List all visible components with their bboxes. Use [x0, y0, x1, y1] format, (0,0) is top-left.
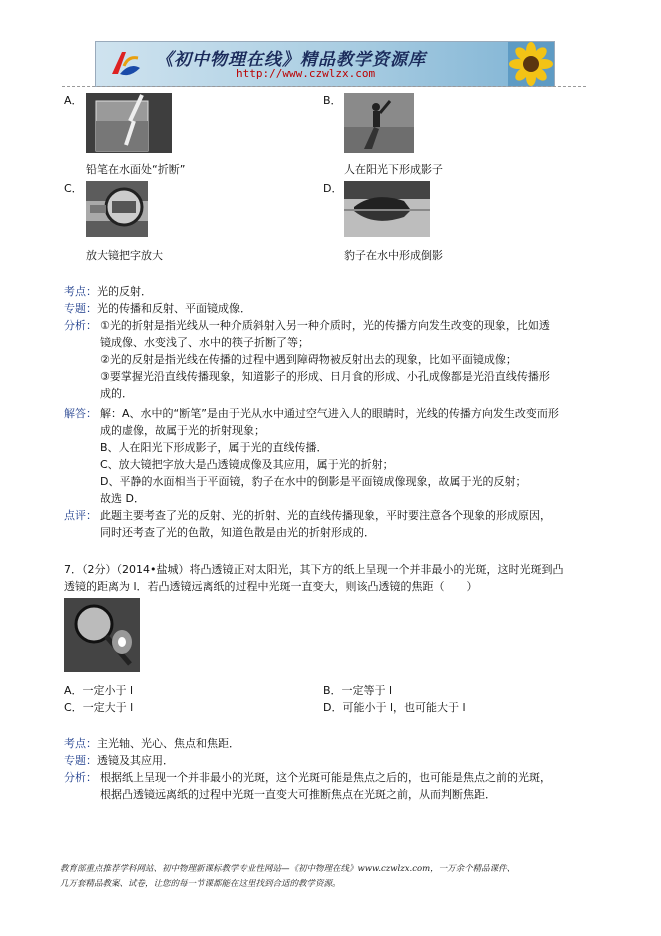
zhuanti-label-q7: 专题： [64, 754, 97, 767]
option-b-image [344, 93, 414, 153]
fenxi-line-q7: 根据纸上呈现一个并非最小的光斑，这个光斑可能是焦点之后的，也可能是焦点之前的光斑， [100, 771, 551, 784]
footer-line: 几万套精品教案、试卷，让您的每一节课都能在这里找到合适的教学资源。 [60, 879, 341, 889]
q7-lens-image [64, 598, 140, 672]
option-b-caption: 人在阳光下形成影子 [344, 163, 443, 176]
option-a-image [86, 93, 172, 153]
q7-option-a[interactable]: 一定小于 l [82, 684, 134, 697]
q7-stem-line: 透镜的距离为 l．若凸透镜远离纸的过程中光斑一直变大，则该凸透镜的焦距（ ） [64, 580, 478, 593]
option-letter-c: C． [64, 182, 83, 195]
fenxi-line: ①光的折射是指光线从一种介质斜射入另一种介质时，光的传播方向发生改变的现象，比如透 [100, 319, 550, 332]
q7-option-letter-c: C． [64, 701, 83, 714]
q7-option-letter-d: D． [323, 701, 343, 714]
option-d-image [344, 181, 430, 237]
fenxi-label-q7: 分析： [64, 771, 97, 784]
jieda-line: C、放大镜把字放大是凸透镜成像及其应用，属于光的折射； [100, 458, 394, 471]
zhuanti-text-q7: 透镜及其应用． [97, 754, 174, 767]
magnifier-lens-icon [64, 598, 140, 672]
option-letter-a: A． [64, 94, 83, 107]
fenxi-line: 镜成像、水变浅了、水中的筷子折断了等； [100, 336, 309, 349]
dianping-line: 此题主要考查了光的反射、光的折射、光的直线传播现象，平时要注意各个现象的形成原因， [100, 509, 551, 522]
jieda-line: B、人在阳光下形成影子，属于光的直线传播． [100, 441, 328, 454]
jieda-line: D、平静的水面相当于平面镜，豹子在水中的倒影是平面镜成像现象，故属于光的反射； [100, 475, 527, 488]
kaodian-text-q6: 光的反射． [97, 285, 152, 298]
header-divider [62, 86, 586, 87]
fenxi-label-q6: 分析： [64, 319, 97, 332]
dianping-label-q6: 点评： [64, 509, 97, 522]
q7-option-b[interactable]: 一定等于 l [341, 684, 393, 697]
header-banner [95, 41, 555, 87]
option-letter-d: D． [323, 182, 343, 195]
jieda-line: 故选 D． [100, 492, 145, 505]
q7-option-d[interactable]: 可能小于 l，也可能大于 l [342, 701, 466, 714]
fenxi-line: 成的． [100, 387, 133, 400]
fenxi-line-q7: 根据凸透镜远离纸的过程中光斑一直变大可推断焦点在光斑之前，从而判断焦距． [100, 788, 496, 801]
option-a-caption: 铅笔在水面处“折断” [86, 163, 186, 176]
dianping-line: 同时还考查了光的色散，知道色散是由光的折射形成的． [100, 526, 375, 539]
option-letter-b: B． [323, 94, 342, 107]
kaodian-label-q6: 考点： [64, 285, 97, 298]
banner-url[interactable]: http://www.czwlzx.com [236, 67, 376, 80]
zhuanti-text-q6: 光的传播和反射、平面镜成像． [97, 302, 251, 315]
zhuanti-label-q6: 专题： [64, 302, 97, 315]
person-shadow-icon [344, 93, 414, 153]
leopard-reflection-icon [344, 181, 430, 237]
site-logo-icon [108, 48, 142, 80]
banner-title: 《初中物理在线》精品教学资源库 [156, 50, 426, 70]
q7-option-letter-b: B． [323, 684, 342, 697]
sunflower-icon [508, 42, 554, 86]
footer-line: 教育部重点推荐学科网站、初中物理新课标教学专业性网站—《初中物理在线》www.czwlzx.com，一万余个精品课件、 [60, 864, 516, 874]
jieda-line: 解：A、水中的“断笔”是由于光从水中通过空气进入人的眼睛时，光线的传播方向发生改变而形 [100, 407, 559, 420]
jieda-line: 成的虚像，故属于光的折射现象； [100, 424, 265, 437]
q7-option-c[interactable]: 一定大于 l [82, 701, 134, 714]
option-d-caption: 豹子在水中形成倒影 [344, 249, 443, 262]
q7-stem-line: 7．（2分）（2014•盐城）将凸透镜正对太阳光，其下方的纸上呈现一个并非最小的光斑，这时光斑到凸 [64, 563, 564, 576]
jieda-label-q6: 解答： [64, 407, 97, 420]
fenxi-line: ③要掌握光沿直线传播现象，知道影子的形成、日月食的形成、小孔成像都是光沿直线传播形 [100, 370, 550, 383]
kaodian-label-q7: 考点： [64, 737, 97, 750]
fenxi-line: ②光的反射是指光线在传播的过程中遇到障碍物被反射出去的现象，比如平面镜成像； [100, 353, 517, 366]
option-c-caption: 放大镜把字放大 [86, 249, 163, 262]
magnifier-text-icon [86, 181, 148, 237]
kaodian-text-q7: 主光轴、光心、焦点和焦距． [97, 737, 240, 750]
pencil-in-water-icon [86, 93, 172, 153]
q7-option-letter-a: A． [64, 684, 83, 697]
option-c-image [86, 181, 148, 237]
